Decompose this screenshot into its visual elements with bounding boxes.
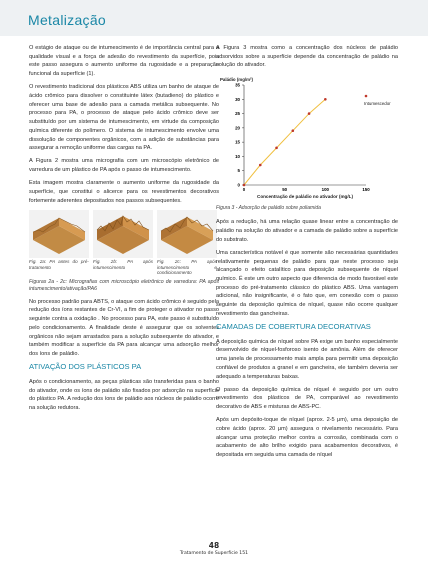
chart-svg [216, 75, 398, 203]
micrograph-2b [93, 210, 153, 276]
right-column [216, 44, 398, 464]
paragraph: Após a redução, há uma relação quase linear entre a concentração de paládio na solução do ativador e a camada de paládio sobre a superfície do substrato. [216, 219, 398, 243]
y-tick-label: 25 [235, 110, 240, 116]
paragraph: A deposição química de níquel sobre PA exige um banho especialmente desenvolvido de níquel-fosforoso isento de amônia. Além de oferecer uma janela de processamento mais ampla para permitir uma deposição confiável de produtos a granel e em gancheira, ele também deveria ser adequado a temperaturas baixas. [216, 338, 398, 380]
paragraph: O passo da deposição química de níquel é seguido por um outro revestimento dos plásticos de PA, comparável ao revestimento decorativo de ABS e misturas de ABS-PC. [216, 386, 398, 411]
legend-marker [365, 94, 368, 97]
paragraph: Após um depósito-toque de níquel (aprox. 2-5 μm), uma deposição de cobre ácido (aprox. 20 μm) assegura o nivelamento necessário. Para alcançar uma proteção melhor contra a corrosão, combinada com o acabamento de alto brilho exigido para acabamentos decorativos, é depositada em seguida uma camada de níquel [216, 417, 398, 459]
paragraph: Uma característica notável é que somente são necessárias quantidades relativamente pequenas de paládio para que neste processo seja alcançado o efeito catalítico para deposição subsequente de níquel químico. É este um outro aspecto que diferencia de modo favorável este processo do pré-tratamento clássico do plástico ABS. Uma vantagem adicional, não insignificante, é o fato que, em conexão com o passo seguinte da deposição química de níquel, quase não ocorre qualquer revestimento das gancheiras. [216, 249, 398, 317]
x-axis-label: Concentração de paládio no ativador (mg/L) [257, 193, 353, 199]
series-line [244, 99, 325, 185]
subheading: CAMADAS DE COBERTURA DECORATIVAS [216, 322, 371, 332]
y-tick-label: 0 [237, 182, 240, 188]
y-axis-label: Paládio (mg/m²) [220, 76, 253, 82]
figure-caption: Figuras 2a - 2c: Micrografias com microscópio eletrônico de varredura: PA após intumescimento/ativação/PA6 [29, 278, 219, 292]
page-number: 48 [208, 541, 220, 550]
paragraph: A Figura 2 mostra uma micrografia com um microscópio eletrônico de varredura de um plástico de PA após o passo de intumescimento. [29, 158, 219, 174]
x-tick-label: 0 [242, 186, 246, 192]
data-point [243, 183, 246, 186]
magazine-name: Tratamento de Superfície 151 [179, 551, 249, 556]
data-point [275, 146, 278, 149]
micrograph-2a [29, 210, 89, 276]
paragraph: Após o condicionamento, as peças plásticas são transferidas para o banho do ativador, onde os íons de paládio são fixados por adsorção na superfície do plástico PA. A redução dos íons de paládio aos núcleos de paládio ocorre na solução redutora. [29, 378, 219, 411]
micrograph-caption: Fig. 2a: PA antes do pré-tratamento [29, 258, 89, 270]
left-column [29, 44, 219, 417]
paragraph: A Figura 3 mostra como a concentração dos núcleos de paládio adsorvidos sobre a superfície depende da concentração de paládio na solução do ativador. [216, 45, 398, 69]
micrograph-image [29, 210, 89, 258]
y-tick-label: 15 [235, 139, 240, 145]
figure-caption: Figura 3 - Adsorção de paládio sobre poliamida [216, 204, 321, 211]
micrograph-row [29, 210, 219, 276]
subheading: ATIVAÇÃO DOS PLÁSTICOS PA [29, 362, 142, 372]
y-tick-label: 35 [235, 82, 240, 88]
micrograph-caption: Fig. 2b: PA após intumescimento [93, 258, 153, 270]
y-tick-label: 5 [237, 167, 240, 173]
data-point [292, 129, 295, 132]
x-tick-label: 100 [321, 186, 329, 192]
y-tick-label: 10 [235, 153, 240, 159]
micrograph-image [93, 210, 153, 258]
micrograph-image [157, 210, 217, 258]
y-tick-label: 20 [235, 124, 240, 130]
micrograph-caption: Fig. 2c: PA após intumescimento e condicionamento [157, 258, 217, 276]
paragraph: No processo padrão para ABTS, o ataque com ácido crômico é seguido pela redução dos íons restantes de Cr-VI, a fim de proteger o ativador no passo seguinte contra a oxidação . No processo para PA, este passo é substituído pelo condicionamento. A finalidade deste é assegurar que os solventes orgânicos não sejam arrastados para a solução subsequente do ativador, e também modificar a superfície da PA para alcançar uma adsorção melhor dos íons de paládio. [29, 298, 219, 357]
paragraph: O estágio de ataque ou de intumescimento é de importância central para a qualidade visual e a força de adesão do revestimento da superfície, pois este passo assegura o aumento uniforme da rugosidade e a preparação funcional da superfície (1). [29, 45, 219, 78]
x-tick-label: 150 [362, 186, 370, 192]
data-point [259, 163, 262, 166]
paragraph: Esta imagem mostra claramente o aumento uniforme da rugosidade da superfície, que constitui o alicerce para os revestimentos decorativos fortemente aderentes depositados nos passos subsequentes. [29, 180, 219, 204]
y-tick-label: 30 [235, 96, 240, 102]
paragraph: O revestimento tradicional dos plásticos ABS utiliza um banho de ataque de ácido crômico para dissolver o constituinte látex (butadieno) do plástico e oferecer uma base de adesão para a camada metálica subsequente. No processo para PA, o processo de ataque pelo ácido crômico deve ser substituído por um sistema de intumescimento, em virtude da composição química diferente do polímero. O sistema de intumescimento envolve uma dissolução de componentes orgânicos, com a adição de substâncias para assegurar a remoção uniforme das cargas na PA. [29, 84, 219, 152]
data-point [324, 98, 327, 101]
chart [216, 75, 398, 203]
legend-label: Intumescedor [364, 100, 391, 106]
x-tick-label: 50 [282, 186, 288, 192]
micrograph-2c [157, 210, 217, 276]
data-point [308, 112, 311, 115]
section-title: Metalização [28, 12, 107, 28]
